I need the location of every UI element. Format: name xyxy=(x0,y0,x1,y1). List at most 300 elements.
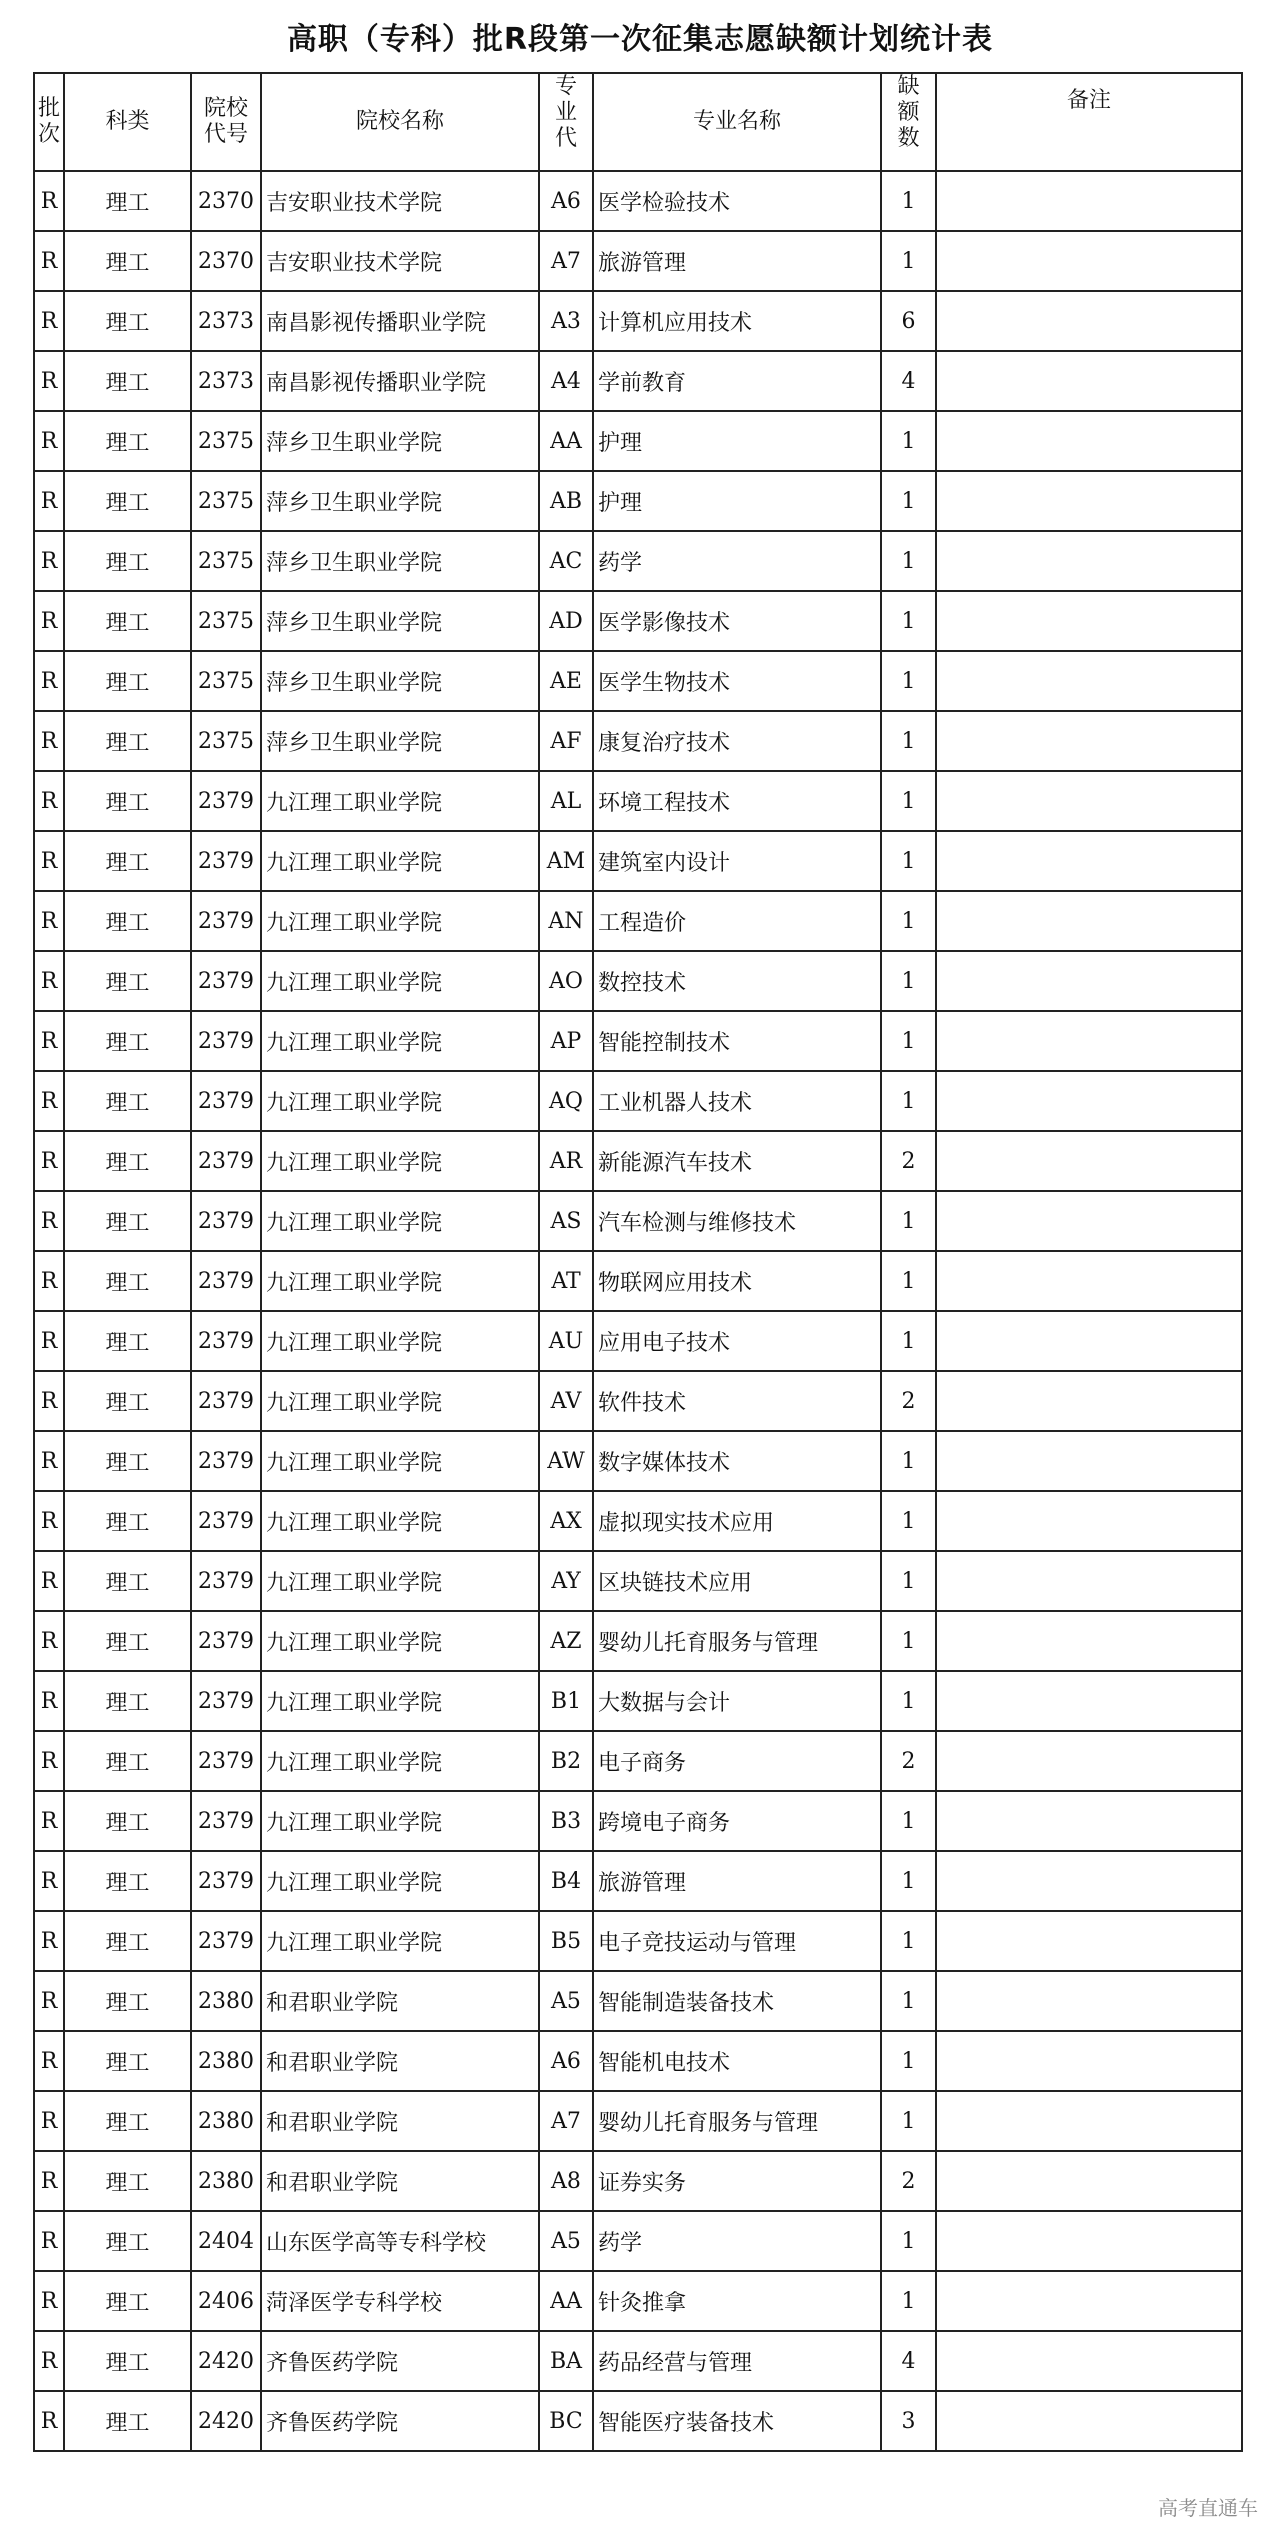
school-name-cell: 吉安职业技术学院 xyxy=(261,171,539,231)
vacancies-cell: 1 xyxy=(881,531,936,591)
vacancies-cell: 1 xyxy=(881,1551,936,1611)
school-code-cell: 2379 xyxy=(191,891,261,951)
category-cell: 理工 xyxy=(64,471,191,531)
table-row xyxy=(34,951,1242,1011)
major-code-cell: AR xyxy=(539,1131,593,1191)
category-cell: 理工 xyxy=(64,531,191,591)
major-name-cell: 康复治疗技术 xyxy=(593,711,881,771)
batch-cell: R xyxy=(34,411,64,471)
table-row xyxy=(34,1131,1242,1191)
school-code-cell: 2375 xyxy=(191,651,261,711)
major-name-cell: 区块链技术应用 xyxy=(593,1551,881,1611)
batch-cell: R xyxy=(34,1731,64,1791)
batch-cell: R xyxy=(34,1791,64,1851)
school-name-cell: 菏泽医学专科学校 xyxy=(261,2271,539,2331)
vacancies-cell: 1 xyxy=(881,1971,936,2031)
major-code-cell: B3 xyxy=(539,1791,593,1851)
header-batch: 批次 xyxy=(34,73,64,171)
remarks-cell xyxy=(936,411,1242,471)
table-row xyxy=(34,711,1242,771)
school-name-cell: 南昌影视传播职业学院 xyxy=(261,291,539,351)
major-code-cell: AN xyxy=(539,891,593,951)
remarks-cell xyxy=(936,1671,1242,1731)
table-row xyxy=(34,591,1242,651)
school-name-cell: 山东医学高等专科学校 xyxy=(261,2211,539,2271)
batch-cell: R xyxy=(34,171,64,231)
remarks-cell xyxy=(936,171,1242,231)
batch-cell: R xyxy=(34,831,64,891)
category-cell: 理工 xyxy=(64,1431,191,1491)
category-cell: 理工 xyxy=(64,2331,191,2391)
major-code-cell: A5 xyxy=(539,2211,593,2271)
vacancies-cell: 1 xyxy=(881,651,936,711)
table-row xyxy=(34,1191,1242,1251)
major-code-cell: AO xyxy=(539,951,593,1011)
major-name-cell: 应用电子技术 xyxy=(593,1311,881,1371)
vacancies-cell: 2 xyxy=(881,1131,936,1191)
school-name-cell: 吉安职业技术学院 xyxy=(261,231,539,291)
school-code-cell: 2379 xyxy=(191,1251,261,1311)
major-name-cell: 智能控制技术 xyxy=(593,1011,881,1071)
remarks-cell xyxy=(936,771,1242,831)
vacancies-cell: 1 xyxy=(881,1911,936,1971)
table-row xyxy=(34,1791,1242,1851)
vacancies-cell: 1 xyxy=(881,231,936,291)
school-name-cell: 九江理工职业学院 xyxy=(261,1911,539,1971)
school-name-cell: 九江理工职业学院 xyxy=(261,1851,539,1911)
school-name-cell: 九江理工职业学院 xyxy=(261,1431,539,1491)
category-cell: 理工 xyxy=(64,2091,191,2151)
school-name-cell: 九江理工职业学院 xyxy=(261,1131,539,1191)
remarks-cell xyxy=(936,1611,1242,1671)
vacancies-cell: 1 xyxy=(881,1311,936,1371)
vacancies-cell: 2 xyxy=(881,1731,936,1791)
category-cell: 理工 xyxy=(64,1671,191,1731)
table-row xyxy=(34,411,1242,471)
table-row xyxy=(34,831,1242,891)
school-name-cell: 九江理工职业学院 xyxy=(261,1671,539,1731)
batch-cell: R xyxy=(34,1011,64,1071)
vacancies-cell: 1 xyxy=(881,711,936,771)
remarks-cell xyxy=(936,711,1242,771)
remarks-cell xyxy=(936,1431,1242,1491)
remarks-cell xyxy=(936,591,1242,651)
remarks-cell xyxy=(936,291,1242,351)
category-cell: 理工 xyxy=(64,1131,191,1191)
major-name-cell: 汽车检测与维修技术 xyxy=(593,1191,881,1251)
vacancies-cell: 1 xyxy=(881,1071,936,1131)
table-row xyxy=(34,1551,1242,1611)
major-code-cell: A3 xyxy=(539,291,593,351)
remarks-cell xyxy=(936,831,1242,891)
major-code-cell: A5 xyxy=(539,1971,593,2031)
school-name-cell: 九江理工职业学院 xyxy=(261,1551,539,1611)
table-row xyxy=(34,171,1242,231)
category-cell: 理工 xyxy=(64,351,191,411)
school-name-cell: 九江理工职业学院 xyxy=(261,1611,539,1671)
major-name-cell: 医学检验技术 xyxy=(593,171,881,231)
major-name-cell: 电子商务 xyxy=(593,1731,881,1791)
school-code-cell: 2379 xyxy=(191,1491,261,1551)
remarks-cell xyxy=(936,1311,1242,1371)
table-body xyxy=(34,171,1242,2451)
school-name-cell: 萍乡卫生职业学院 xyxy=(261,711,539,771)
table-row xyxy=(34,231,1242,291)
batch-cell: R xyxy=(34,531,64,591)
category-cell: 理工 xyxy=(64,1071,191,1131)
header-category: 科类 xyxy=(64,73,191,171)
school-code-cell: 2379 xyxy=(191,831,261,891)
major-code-cell: AV xyxy=(539,1371,593,1431)
school-code-cell: 2375 xyxy=(191,531,261,591)
major-code-cell: AP xyxy=(539,1011,593,1071)
remarks-cell xyxy=(936,2151,1242,2211)
batch-cell: R xyxy=(34,891,64,951)
school-code-cell: 2379 xyxy=(191,1431,261,1491)
major-code-cell: A8 xyxy=(539,2151,593,2211)
remarks-cell xyxy=(936,951,1242,1011)
vacancies-cell: 1 xyxy=(881,1191,936,1251)
major-name-cell: 新能源汽车技术 xyxy=(593,1131,881,1191)
school-name-cell: 九江理工职业学院 xyxy=(261,771,539,831)
category-cell: 理工 xyxy=(64,2031,191,2091)
vacancies-cell: 2 xyxy=(881,2151,936,2211)
school-name-cell: 九江理工职业学院 xyxy=(261,831,539,891)
vacancy-table xyxy=(33,72,1243,2452)
remarks-cell xyxy=(936,1371,1242,1431)
school-name-cell: 齐鲁医药学院 xyxy=(261,2331,539,2391)
major-code-cell: AL xyxy=(539,771,593,831)
table-row xyxy=(34,2271,1242,2331)
header-school-name: 院校名称 xyxy=(261,73,539,171)
major-code-cell: AS xyxy=(539,1191,593,1251)
major-code-cell: AU xyxy=(539,1311,593,1371)
major-name-cell: 药品经营与管理 xyxy=(593,2331,881,2391)
table-row xyxy=(34,1311,1242,1371)
category-cell: 理工 xyxy=(64,1191,191,1251)
school-code-cell: 2379 xyxy=(191,1071,261,1131)
school-code-cell: 2370 xyxy=(191,171,261,231)
vacancies-cell: 4 xyxy=(881,2331,936,2391)
school-code-cell: 2380 xyxy=(191,2031,261,2091)
vacancies-cell: 1 xyxy=(881,1251,936,1311)
vacancies-cell: 1 xyxy=(881,2211,936,2271)
category-cell: 理工 xyxy=(64,951,191,1011)
major-name-cell: 针灸推拿 xyxy=(593,2271,881,2331)
school-name-cell: 萍乡卫生职业学院 xyxy=(261,531,539,591)
category-cell: 理工 xyxy=(64,1911,191,1971)
table-row xyxy=(34,2091,1242,2151)
school-code-cell: 2379 xyxy=(191,1551,261,1611)
school-code-cell: 2375 xyxy=(191,591,261,651)
major-name-cell: 虚拟现实技术应用 xyxy=(593,1491,881,1551)
batch-cell: R xyxy=(34,1431,64,1491)
batch-cell: R xyxy=(34,351,64,411)
major-name-cell: 药学 xyxy=(593,531,881,591)
school-code-cell: 2380 xyxy=(191,2091,261,2151)
major-code-cell: AD xyxy=(539,591,593,651)
major-name-cell: 智能医疗装备技术 xyxy=(593,2391,881,2451)
vacancies-cell: 1 xyxy=(881,1791,936,1851)
school-code-cell: 2379 xyxy=(191,1371,261,1431)
batch-cell: R xyxy=(34,1971,64,2031)
batch-cell: R xyxy=(34,711,64,771)
table-row xyxy=(34,1671,1242,1731)
category-cell: 理工 xyxy=(64,1371,191,1431)
school-name-cell: 九江理工职业学院 xyxy=(261,951,539,1011)
batch-cell: R xyxy=(34,2151,64,2211)
remarks-cell xyxy=(936,2211,1242,2271)
school-code-cell: 2379 xyxy=(191,1731,261,1791)
major-code-cell: B4 xyxy=(539,1851,593,1911)
school-name-cell: 南昌影视传播职业学院 xyxy=(261,351,539,411)
header-remarks: 备注 xyxy=(936,73,1242,171)
table-row xyxy=(34,2151,1242,2211)
major-code-cell: A6 xyxy=(539,2031,593,2091)
major-code-cell: B1 xyxy=(539,1671,593,1731)
table-row xyxy=(34,471,1242,531)
category-cell: 理工 xyxy=(64,171,191,231)
vacancies-cell: 1 xyxy=(881,1011,936,1071)
category-cell: 理工 xyxy=(64,231,191,291)
remarks-cell xyxy=(936,2031,1242,2091)
batch-cell: R xyxy=(34,1131,64,1191)
vacancies-cell: 1 xyxy=(881,411,936,471)
school-code-cell: 2404 xyxy=(191,2211,261,2271)
major-code-cell: AE xyxy=(539,651,593,711)
table-row xyxy=(34,351,1242,411)
table-row xyxy=(34,771,1242,831)
school-code-cell: 2379 xyxy=(191,1191,261,1251)
major-code-cell: A4 xyxy=(539,351,593,411)
major-name-cell: 婴幼儿托育服务与管理 xyxy=(593,1611,881,1671)
remarks-cell xyxy=(936,231,1242,291)
major-code-cell: B2 xyxy=(539,1731,593,1791)
vacancies-cell: 1 xyxy=(881,2091,936,2151)
category-cell: 理工 xyxy=(64,771,191,831)
major-name-cell: 数控技术 xyxy=(593,951,881,1011)
table-row xyxy=(34,891,1242,951)
category-cell: 理工 xyxy=(64,411,191,471)
major-name-cell: 旅游管理 xyxy=(593,1851,881,1911)
major-name-cell: 医学影像技术 xyxy=(593,591,881,651)
table-header xyxy=(34,73,1242,171)
major-code-cell: AY xyxy=(539,1551,593,1611)
major-name-cell: 计算机应用技术 xyxy=(593,291,881,351)
category-cell: 理工 xyxy=(64,1311,191,1371)
school-name-cell: 和君职业学院 xyxy=(261,2151,539,2211)
major-code-cell: AW xyxy=(539,1431,593,1491)
table-row xyxy=(34,2391,1242,2451)
remarks-cell xyxy=(936,1791,1242,1851)
category-cell: 理工 xyxy=(64,1011,191,1071)
school-name-cell: 萍乡卫生职业学院 xyxy=(261,651,539,711)
table-row xyxy=(34,2331,1242,2391)
school-code-cell: 2379 xyxy=(191,1791,261,1851)
major-name-cell: 电子竞技运动与管理 xyxy=(593,1911,881,1971)
batch-cell: R xyxy=(34,1671,64,1731)
major-code-cell: A6 xyxy=(539,171,593,231)
major-code-cell: AM xyxy=(539,831,593,891)
table-row xyxy=(34,1971,1242,2031)
school-name-cell: 九江理工职业学院 xyxy=(261,1071,539,1131)
school-name-cell: 和君职业学院 xyxy=(261,1971,539,2031)
batch-cell: R xyxy=(34,1311,64,1371)
vacancies-cell: 4 xyxy=(881,351,936,411)
remarks-cell xyxy=(936,2271,1242,2331)
category-cell: 理工 xyxy=(64,1551,191,1611)
table-row xyxy=(34,1491,1242,1551)
category-cell: 理工 xyxy=(64,591,191,651)
category-cell: 理工 xyxy=(64,2271,191,2331)
major-name-cell: 护理 xyxy=(593,411,881,471)
major-code-cell: A7 xyxy=(539,2091,593,2151)
category-cell: 理工 xyxy=(64,1731,191,1791)
school-name-cell: 九江理工职业学院 xyxy=(261,1791,539,1851)
major-name-cell: 跨境电子商务 xyxy=(593,1791,881,1851)
remarks-cell xyxy=(936,2391,1242,2451)
remarks-cell xyxy=(936,471,1242,531)
table-row xyxy=(34,651,1242,711)
school-code-cell: 2379 xyxy=(191,1011,261,1071)
batch-cell: R xyxy=(34,1191,64,1251)
major-code-cell: AB xyxy=(539,471,593,531)
school-code-cell: 2375 xyxy=(191,471,261,531)
batch-cell: R xyxy=(34,2271,64,2331)
remarks-cell xyxy=(936,2331,1242,2391)
table-row xyxy=(34,1911,1242,1971)
remarks-cell xyxy=(936,1731,1242,1791)
batch-cell: R xyxy=(34,771,64,831)
category-cell: 理工 xyxy=(64,1791,191,1851)
remarks-cell xyxy=(936,351,1242,411)
school-code-cell: 2420 xyxy=(191,2391,261,2451)
header-major-name: 专业名称 xyxy=(593,73,881,171)
major-name-cell: 物联网应用技术 xyxy=(593,1251,881,1311)
major-name-cell: 工程造价 xyxy=(593,891,881,951)
batch-cell: R xyxy=(34,1491,64,1551)
school-name-cell: 萍乡卫生职业学院 xyxy=(261,591,539,651)
batch-cell: R xyxy=(34,1071,64,1131)
category-cell: 理工 xyxy=(64,2151,191,2211)
vacancies-cell: 1 xyxy=(881,891,936,951)
table-row xyxy=(34,1851,1242,1911)
vacancies-cell: 1 xyxy=(881,771,936,831)
school-code-cell: 2379 xyxy=(191,1671,261,1731)
table-row xyxy=(34,291,1242,351)
table-row xyxy=(34,531,1242,591)
table-row xyxy=(34,1071,1242,1131)
batch-cell: R xyxy=(34,651,64,711)
vacancies-cell: 2 xyxy=(881,1371,936,1431)
vacancies-cell: 1 xyxy=(881,1851,936,1911)
remarks-cell xyxy=(936,651,1242,711)
major-name-cell: 医学生物技术 xyxy=(593,651,881,711)
table-row xyxy=(34,2211,1242,2271)
vacancies-cell: 1 xyxy=(881,831,936,891)
batch-cell: R xyxy=(34,231,64,291)
major-name-cell: 学前教育 xyxy=(593,351,881,411)
table-row xyxy=(34,1731,1242,1791)
batch-cell: R xyxy=(34,2211,64,2271)
remarks-cell xyxy=(936,1851,1242,1911)
remarks-cell xyxy=(936,1071,1242,1131)
vacancies-cell: 1 xyxy=(881,951,936,1011)
batch-cell: R xyxy=(34,1551,64,1611)
vacancies-cell: 1 xyxy=(881,1611,936,1671)
remarks-cell xyxy=(936,531,1242,591)
header-vacancies: 缺额数 xyxy=(881,73,936,171)
major-name-cell: 婴幼儿托育服务与管理 xyxy=(593,2091,881,2151)
school-name-cell: 九江理工职业学院 xyxy=(261,891,539,951)
category-cell: 理工 xyxy=(64,1611,191,1671)
table-row xyxy=(34,1011,1242,1071)
school-name-cell: 九江理工职业学院 xyxy=(261,1191,539,1251)
school-name-cell: 和君职业学院 xyxy=(261,2031,539,2091)
table-row xyxy=(34,1251,1242,1311)
vacancies-cell: 1 xyxy=(881,2271,936,2331)
remarks-cell xyxy=(936,891,1242,951)
major-name-cell: 建筑室内设计 xyxy=(593,831,881,891)
major-name-cell: 环境工程技术 xyxy=(593,771,881,831)
school-code-cell: 2379 xyxy=(191,1311,261,1371)
school-code-cell: 2373 xyxy=(191,351,261,411)
school-code-cell: 2406 xyxy=(191,2271,261,2331)
batch-cell: R xyxy=(34,951,64,1011)
school-code-cell: 2379 xyxy=(191,951,261,1011)
remarks-cell xyxy=(936,1251,1242,1311)
category-cell: 理工 xyxy=(64,1851,191,1911)
vacancies-cell: 1 xyxy=(881,591,936,651)
table-row xyxy=(34,1371,1242,1431)
table-row xyxy=(34,1611,1242,1671)
remarks-cell xyxy=(936,1491,1242,1551)
school-code-cell: 2379 xyxy=(191,1611,261,1671)
category-cell: 理工 xyxy=(64,1251,191,1311)
major-name-cell: 工业机器人技术 xyxy=(593,1071,881,1131)
major-name-cell: 智能机电技术 xyxy=(593,2031,881,2091)
remarks-cell xyxy=(936,1551,1242,1611)
batch-cell: R xyxy=(34,471,64,531)
school-code-cell: 2379 xyxy=(191,1851,261,1911)
school-code-cell: 2379 xyxy=(191,1911,261,1971)
batch-cell: R xyxy=(34,591,64,651)
batch-cell: R xyxy=(34,2391,64,2451)
table-row xyxy=(34,2031,1242,2091)
major-code-cell: AA xyxy=(539,411,593,471)
school-code-cell: 2380 xyxy=(191,2151,261,2211)
batch-cell: R xyxy=(34,1611,64,1671)
vacancies-cell: 3 xyxy=(881,2391,936,2451)
vacancies-cell: 1 xyxy=(881,2031,936,2091)
school-code-cell: 2375 xyxy=(191,711,261,771)
major-code-cell: AQ xyxy=(539,1071,593,1131)
category-cell: 理工 xyxy=(64,891,191,951)
major-name-cell: 智能制造装备技术 xyxy=(593,1971,881,2031)
major-code-cell: AT xyxy=(539,1251,593,1311)
major-code-cell: BA xyxy=(539,2331,593,2391)
batch-cell: R xyxy=(34,1851,64,1911)
category-cell: 理工 xyxy=(64,1971,191,2031)
school-name-cell: 九江理工职业学院 xyxy=(261,1371,539,1431)
category-cell: 理工 xyxy=(64,831,191,891)
batch-cell: R xyxy=(34,2031,64,2091)
vacancies-cell: 1 xyxy=(881,171,936,231)
major-name-cell: 数字媒体技术 xyxy=(593,1431,881,1491)
remarks-cell xyxy=(936,2091,1242,2151)
major-name-cell: 证券实务 xyxy=(593,2151,881,2211)
watermark: 高考直通车 xyxy=(1158,2496,1258,2520)
